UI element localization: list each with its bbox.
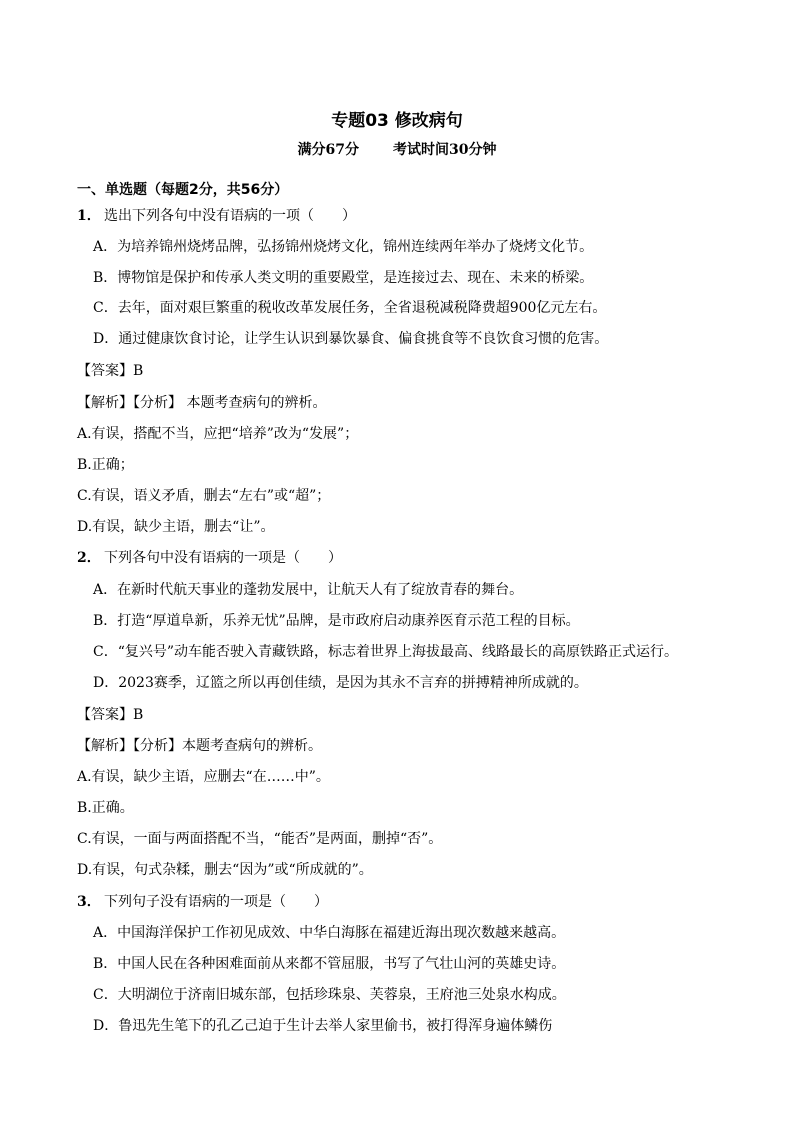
exam-info xyxy=(0,139,794,159)
question-3-option-a: A．中国海洋保护工作初见成效、中华白海豚在福建近海出现次数越来越高。 xyxy=(93,925,566,941)
question-text: 下列各句中没有语病的一项是（ ） xyxy=(104,550,342,566)
question-2-option-b: B．打造“厚道阜新，乐养无忧”品牌，是市政府启动康养医育示范工程的目标。 xyxy=(93,613,580,629)
question-number: 2． xyxy=(77,550,101,566)
question-number: 3． xyxy=(77,894,101,910)
question-2-option-d: D．2023赛季，辽篮之所以再创佳绩，是因为其永不言弃的拼搏精神所成就的。 xyxy=(93,675,588,691)
question-text: 选出下列各句中没有语病的一项（ ） xyxy=(104,208,356,224)
question-2-option-c: C．“复兴号”动车能否驶入青藏铁路，标志着世界上海拔最高、线路最长的高原铁路正式运行。 xyxy=(93,644,679,660)
question-1-option-d: D．通过健康饮食讨论，让学生认识到暴饮暴食、偏食挑食等不良饮食习惯的危害。 xyxy=(93,331,609,347)
question-2-analysis-3: C.有误，一面与两面搭配不当，“能否”是两面，删掉“否”。 xyxy=(77,831,443,847)
question-1-analysis-3: C.有误，语义矛盾，删去“左右”或“超”； xyxy=(77,488,331,504)
full-score: 满分67分 xyxy=(297,142,359,158)
question-number: 1． xyxy=(77,208,101,224)
question-text: 下列句子没有语病的一项是（ ） xyxy=(104,894,328,910)
question-3-option-c: C．大明湖位于济南旧城东部，包括珍珠泉、芙蓉泉，王府池三处泉水构成。 xyxy=(93,987,566,1003)
question-1-analysis-4: D.有误，缺少主语，删去“让”。 xyxy=(77,519,275,535)
exam-time: 考试时间30分钟 xyxy=(393,142,497,158)
question-1-option-a: A．为培养锦州烧烤品牌，弘扬锦州烧烤文化，锦州连续两年举办了烧烤文化节。 xyxy=(93,239,594,255)
question-2-analysis-1: A.有误，缺少主语，应删去“在……中”。 xyxy=(77,769,330,785)
question-2-answer: 【答案】B xyxy=(77,707,144,723)
question-1-analysis-2: B.正确； xyxy=(77,457,134,473)
section-heading: 一、单选题（每题2分，共56分） xyxy=(77,182,289,198)
question-1-analysis-0: 【解析】【分析】 本题考查病句的辨析。 xyxy=(77,395,327,411)
question-2-analysis-2: B.正确。 xyxy=(77,800,134,816)
question-3-option-b: B．中国人民在各种困难面前从来都不管屈服，书写了气壮山河的英雄史诗。 xyxy=(93,956,566,972)
question-1-option-b: B．博物馆是保护和传承人类文明的重要殿堂，是连接过去、现在、未来的桥梁。 xyxy=(93,270,594,286)
page-title: 专题03 修改病句 xyxy=(331,111,463,131)
question-1-answer: 【答案】B xyxy=(77,363,144,379)
question-2-stem xyxy=(77,549,342,567)
question-1-option-c: C．去年，面对艰巨繁重的税收改革发展任务，全省退税减税降费超900亿元左右。 xyxy=(93,300,607,316)
question-2-analysis-0: 【解析】【分析】本题考查病句的辨析。 xyxy=(77,738,322,754)
question-2-analysis-4: D.有误，句式杂糅，删去“因为”或“所成就的”。 xyxy=(77,862,373,878)
question-3-option-d: D．鲁迅先生笔下的孔乙己迫于生计去举人家里偷书，被打得浑身遍体鳞伤 xyxy=(93,1018,553,1034)
question-1-stem xyxy=(77,207,356,225)
question-2-option-a: A．在新时代航天事业的蓬勃发展中，让航天人有了绽放青春的舞台。 xyxy=(93,582,524,598)
question-3-stem xyxy=(77,893,328,911)
question-1-analysis-1: A.有误，搭配不当，应把“培养”改为“发展”； xyxy=(77,426,359,442)
